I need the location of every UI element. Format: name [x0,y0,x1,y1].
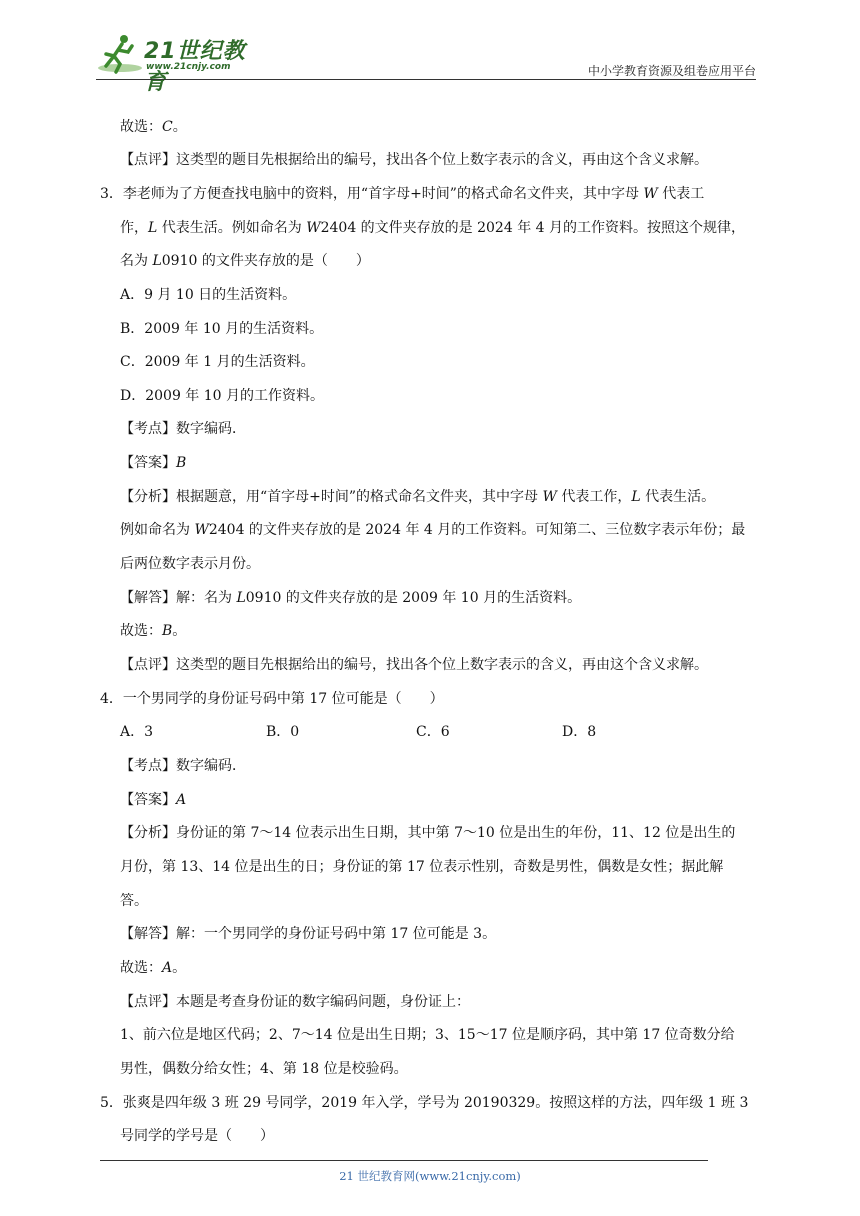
text-line: 【解答】解：一个男同学的身份证号码中第 17 位可能是 3。 [120,926,497,942]
text-line: 例如命名为 W2404 的文件夹存放的是 2024 年 4 月的工作资料。可知第二、三位数字表示年份；最 [120,522,746,538]
text-line: 5．张爽是四年级 3 班 29 号同学，2019 年入学，学号为 20190329。按照这样的方法，四年级 1 班 3 [100,1095,749,1111]
text-line: 3．李老师为了方便查找电脑中的资料，用“首字母+时间”的格式命名文件夹，其中字母 W 代表工 [100,186,705,202]
text-line: 月份，第 13、14 位是出生的日；身份证的第 17 位表示性别，奇数是男性，偶数是女性；据此解 [120,859,724,875]
text-line: D．8 [562,724,597,740]
text-line: 故选：C。 [120,119,187,135]
text-line: 【点评】这类型的题目先根据给出的编号，找出各个位上数字表示的含义，再由这个含义求解。 [120,657,708,673]
text-line: 号同学的学号是（ ） [120,1128,274,1144]
text-line: 【考点】数字编码． [120,758,246,774]
site-logo [96,32,266,95]
text-line: 答。 [120,893,148,909]
text-line: B．2009 年 10 月的生活资料。 [120,321,324,337]
runner-logo-icon [96,32,144,76]
text-line: 【考点】数字编码． [120,421,246,437]
text-line: 故选：B。 [120,623,187,639]
text-line: 【分析】身份证的第 7～14 位表示出生日期，其中第 7～10 位是出生的年份，11、12 位是出生的 [120,825,736,841]
logo-url: www.21cnjy.com [146,62,231,72]
text-line: D．2009 年 10 月的工作资料。 [120,388,325,404]
text-line: 【答案】B [120,455,187,471]
text-line: C．2009 年 1 月的生活资料。 [120,354,315,370]
platform-name: 中小学教育资源及组卷应用平台 [587,64,756,78]
text-line: A．3 [120,724,154,740]
text-line: 【答案】A [120,792,187,808]
text-line: 后两位数字表示月份。 [120,556,260,572]
text-line: 名为 L0910 的文件夹存放的是（ ） [120,253,370,269]
text-line: B．0 [266,724,300,740]
text-line: 【点评】本题是考查身份证的数字编码问题，身份证上： [120,994,470,1010]
logo-text: 21世纪教育 [144,39,246,95]
text-line: 【点评】这类型的题目先根据给出的编号，找出各个位上数字表示的含义，再由这个含义求解。 [120,152,708,168]
text-line: 【解答】解：名为 L0910 的文件夹存放的是 2009 年 10 月的生活资料。 [120,590,582,606]
page-footer: 21 世纪教育网(www.21cnjy.com) [339,1169,521,1183]
text-line: 1、前六位是地区代码；2、7～14 位是出生日期；3、15～17 位是顺序码，其中第 17 位奇数分给 [120,1027,735,1043]
page-header [96,28,756,95]
text-line: 男性，偶数分给女性；4、第 18 位是校验码。 [120,1061,408,1077]
header-divider [96,79,756,80]
text-line: 4．一个男同学的身份证号码中第 17 位可能是（ ） [100,691,444,707]
text-line: A．9 月 10 日的生活资料。 [120,287,297,303]
text-line: 作，L 代表生活。例如命名为 W2404 的文件夹存放的是 2024 年 4 月的工作资料。按照这个规律， [120,220,746,236]
footer-divider [100,1160,708,1161]
text-line: C．6 [416,724,450,740]
text-line: 【分析】根据题意，用“首字母+时间”的格式命名文件夹，其中字母 W 代表工作，L 代表生活。 [120,489,716,505]
text-line: 故选：A。 [120,960,187,976]
